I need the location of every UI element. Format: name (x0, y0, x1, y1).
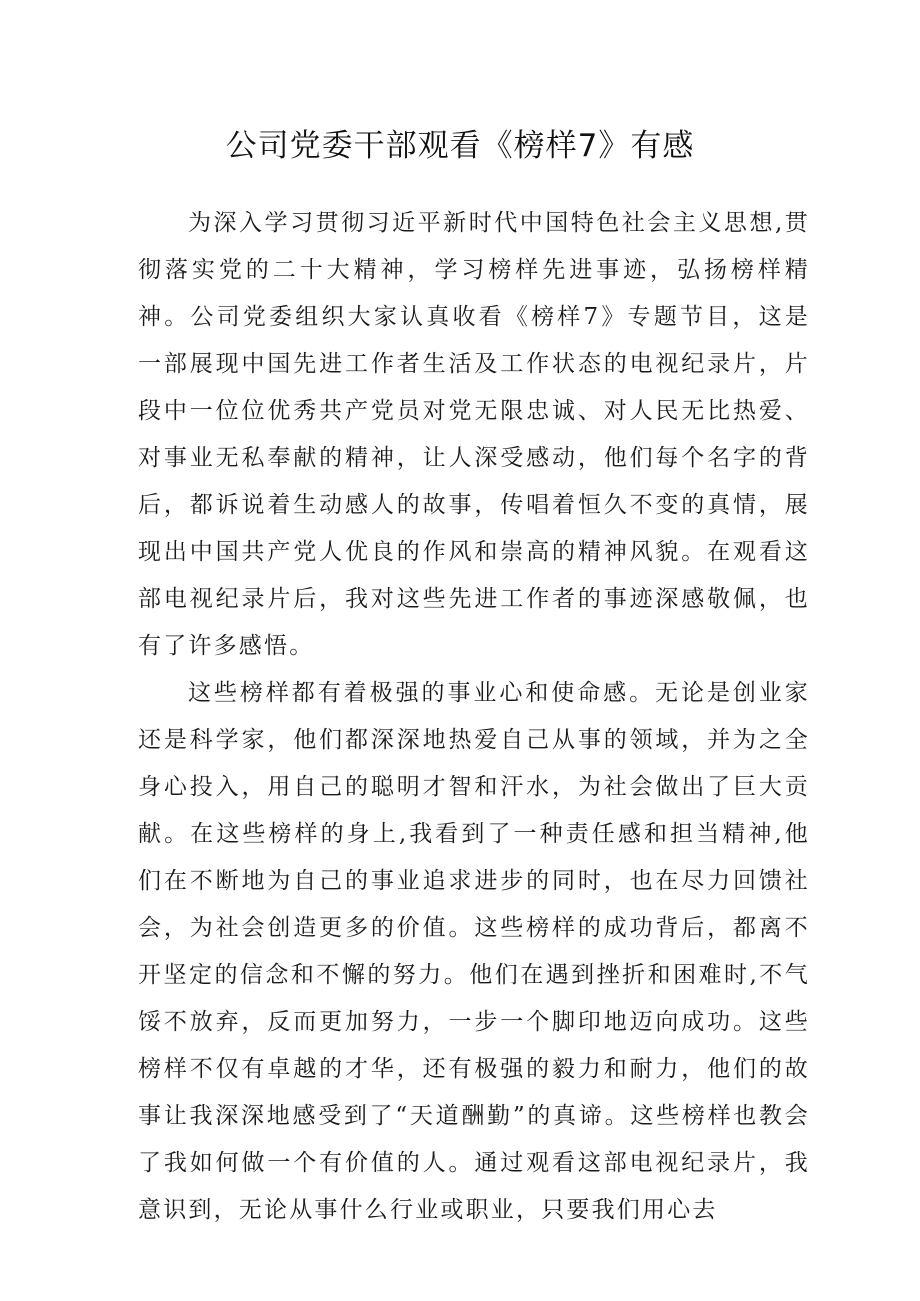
document-body (138, 200, 810, 1234)
paragraph-intro: 为深入学习贯彻习近平新时代中国特色社会主义思想,贯彻落实党的二十大精神，学习榜样先进事迹，弘扬榜样精神。公司党委组织大家认真收看《榜样7》专题节目，这是一部展现中国先进工作者生活及工作状态的电视纪录片，片段中一位位优秀共产党员对党无限忠诚、对人民无比热爱、对事业无私奉献的精神，让人深受感动，他们每个名字的背后，都诉说着生动感人的故事，传唱着恒久不变的真情，展现出中国共产党人优良的作风和崇高的精神风貌。在观看这部电视纪录片后，我对这些先进工作者的事迹深感敬佩，也有了许多感悟。 (138, 210, 810, 659)
paragraph-role-models: 这些榜样都有着极强的事业心和使命感。无论是创业家还是科学家，他们都深深地热爱自己从事的领域，并为之全身心投入，用自己的聪明才智和汗水，为社会做出了巨大贡献。在这些榜样的身上,我看到了一种责任感和担当精神,他们在不断地为自己的事业追求进步的同时，也在尽力回馈社会，为社会创造更多的价值。这些榜样的成功背后，都离不开坚定的信念和不懈的努力。他们在遇到挫折和困难时,不气馁不放弃，反而更加努力，一步一个脚印地迈向成功。这些榜样不仅有卓越的才华，还有极强的毅力和耐力，他们的故事让我深深地感受到了“天道酬勤”的真谛。这些榜样也教会了我如何做一个有价值的人。通过观看这部电视纪录片，我意识到，无论从事什么行业或职业，只要我们用心去 (138, 680, 810, 1223)
document-title: 公司党委干部观看《榜样7》有感 (225, 128, 695, 164)
